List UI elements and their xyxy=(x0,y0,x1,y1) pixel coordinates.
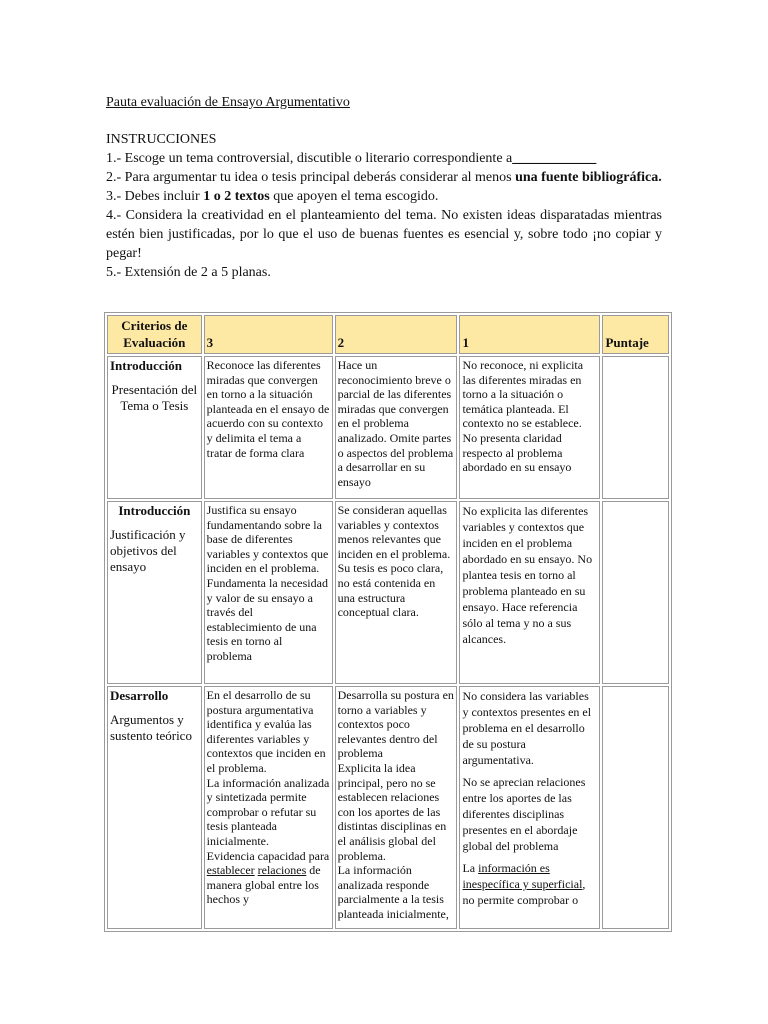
criteria-cell xyxy=(107,501,202,684)
level-3-cell: En el desarrollo de su postura argumentativa identifica y evalúa las diferentes variables y contextos que inciden en el problema. La información analizada y sintetizada permite comprobar o refutar su tesis planteada inicialmente. Evidencia capacidad para establecer relaciones de manera global entre los hechos y xyxy=(204,686,333,929)
header-level-2: 2 xyxy=(335,315,458,354)
criteria-subtitle: Presentación del Tema o Tesis xyxy=(111,381,198,413)
table-header-row xyxy=(107,315,669,354)
instruction-2: 2.- Para argumentar tu idea o tesis principal deberás considerar al menos una fuente bibliográfica. xyxy=(106,170,662,185)
document-title: Pauta evaluación de Ensayo Argumentativo xyxy=(106,95,350,110)
table-row xyxy=(107,501,669,684)
criteria-title: Desarrollo xyxy=(110,688,169,703)
header-criteria: Criterios de Evaluación xyxy=(107,315,202,354)
criteria-title: Introducción xyxy=(118,503,191,518)
criteria-cell xyxy=(107,686,202,929)
level-2-cell: Desarrolla su postura en torno a variables y contextos poco relevantes dentro del problema Explicita la idea principal, pero no se establecen relaciones con los aportes de las distintas disciplinas en el análisis global del problema. La información analizada responde parcialmente a la tesis planteada inicialmente, xyxy=(335,686,458,929)
rubric-table xyxy=(104,312,672,932)
criteria-subtitle: Argumentos y sustento teórico xyxy=(110,711,192,743)
level-3-cell: Justifica su ensayo fundamentando sobre la base de diferentes variables y contextos que inciden en el problema. Fundamenta la necesidad y valor de su ensayo a través del establecimiento de una tesis en torno al problema xyxy=(204,501,333,684)
level-2-cell: Hace un reconocimiento breve o parcial de las diferentes miradas que convergen en el problema analizado. Omite partes o aspectos del problema a desarrollar en su ensayo xyxy=(335,356,458,499)
score-cell[interactable] xyxy=(602,686,669,929)
score-cell[interactable] xyxy=(602,356,669,499)
level-3-cell: Reconoce las diferentes miradas que convergen en torno a la situación planteada en el ensayo de acuerdo con su contexto y delimita el tema a tratar de forma clara xyxy=(204,356,333,499)
document-body xyxy=(106,93,662,282)
criteria-subtitle: Justificación y objetivos del ensayo xyxy=(110,526,186,574)
table-row xyxy=(107,686,669,929)
criteria-cell xyxy=(107,356,202,499)
level-1-cell: No reconoce, ni explicita las diferentes miradas en torno a la situación o temática planteada. El contexto no se establece. No presenta claridad respecto al problema abordado en su ensayo xyxy=(459,356,600,499)
level-1-cell: No explicita las diferentes variables y contextos que inciden en el problema abordado en su ensayo. No plantea tesis en torno al problema planteado en su ensayo. Hace referencia sólo al tema y no a sus alcances. xyxy=(459,501,600,684)
table-row xyxy=(107,356,669,499)
instruction-5: 5.- Extensión de 2 a 5 planas. xyxy=(106,265,271,280)
header-level-3: 3 xyxy=(204,315,333,354)
instructions-heading: INSTRUCCIONES xyxy=(106,132,217,147)
level-2-cell: Se consideran aquellas variables y contextos menos relevantes que inciden en el problema. Su tesis es poco clara, no está contenida en una estructura conceptual clara. xyxy=(335,501,458,684)
instruction-1: 1.- Escoge un tema controversial, discutible o literario correspondiente a____________ xyxy=(106,151,597,166)
level-1-cell: No considera las variables y contextos presentes en el problema en el desarrollo de su postura argumentativa. No se aprecian relaciones entre los aportes de las diferentes disciplinas presentes en el abordaje global del problema La información es inespecífica y superficial, no permite comprobar o xyxy=(459,686,600,929)
header-level-1: 1 xyxy=(459,315,600,354)
score-cell[interactable] xyxy=(602,501,669,684)
instruction-3: 3.- Debes incluir 1 o 2 textos que apoyen el tema escogido. xyxy=(106,189,439,204)
criteria-title: Introducción xyxy=(110,358,182,373)
blank-line: ____________ xyxy=(512,151,597,166)
header-score: Puntaje xyxy=(602,315,669,354)
instruction-4: 4.- Considera la creatividad en el planteamiento del tema. No existen ideas disparatadas mientras estén bien justificadas, por lo que el uso de buenas fuentes es esencial y, sobre todo ¡no copiar y pegar! xyxy=(106,208,662,261)
